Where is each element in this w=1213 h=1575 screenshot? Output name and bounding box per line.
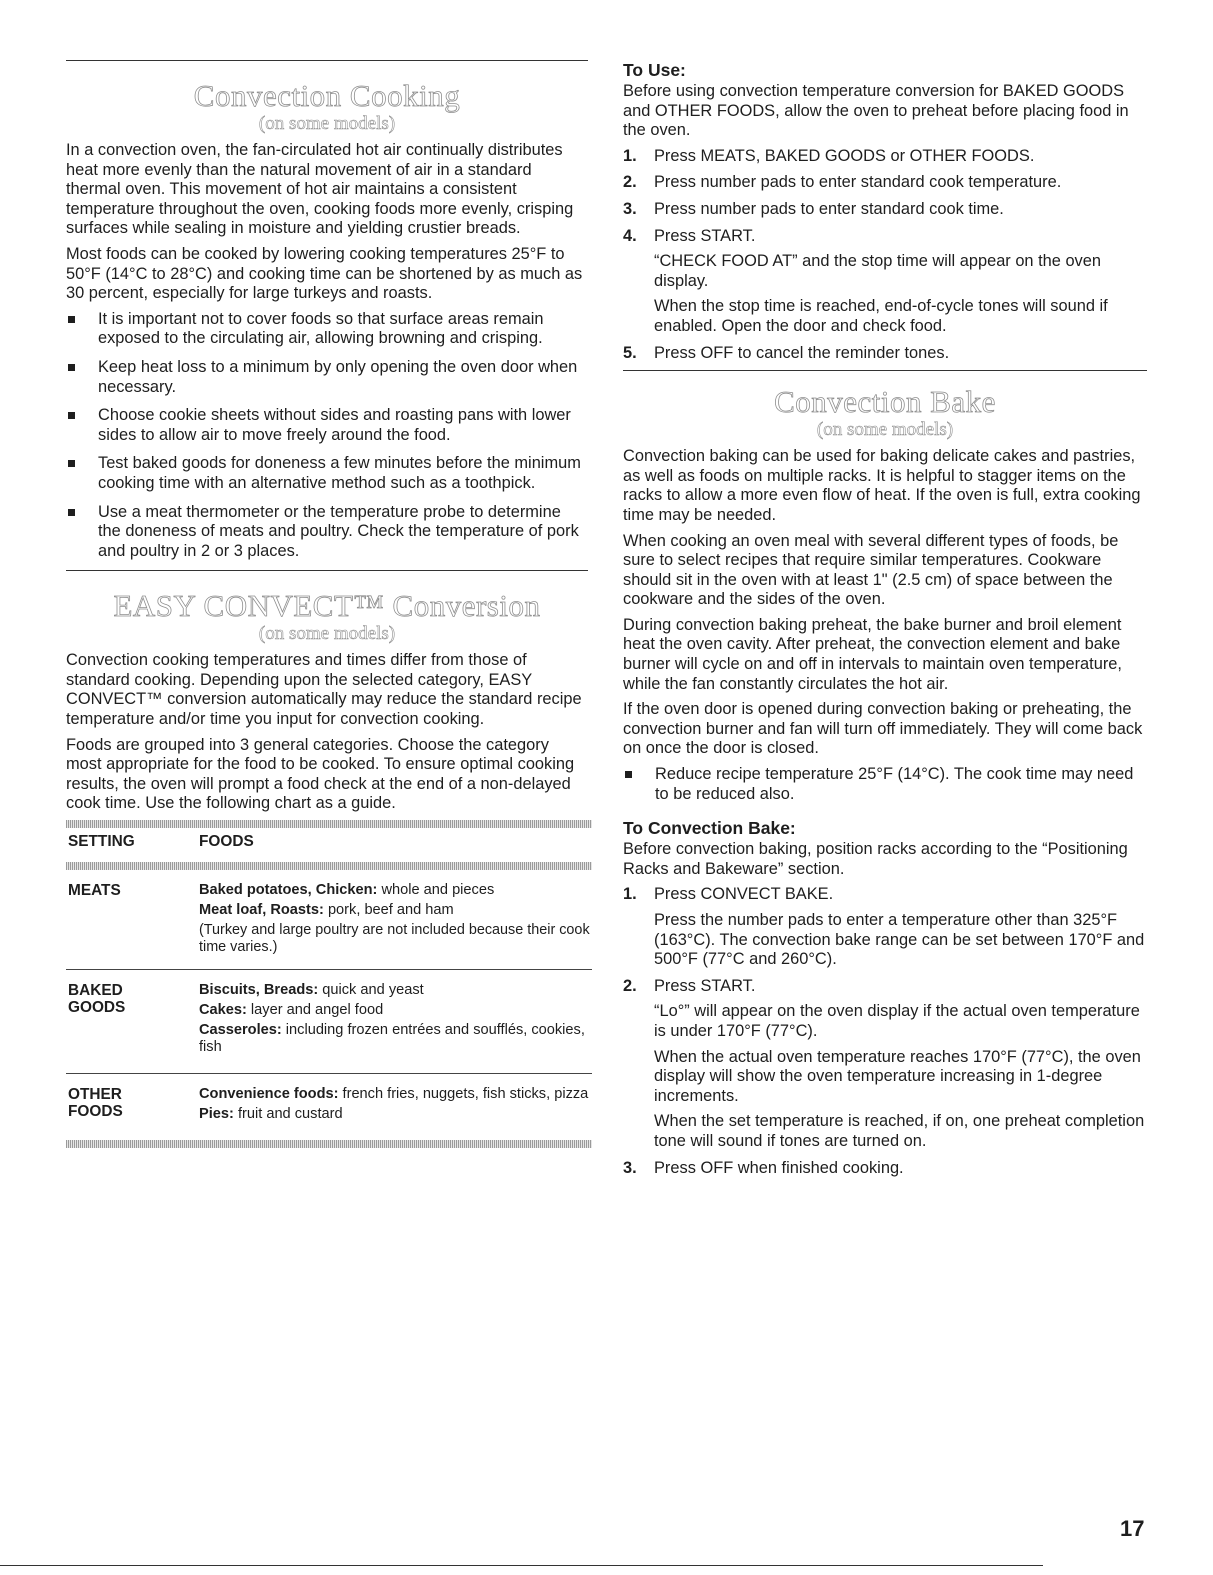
section-divider xyxy=(623,370,1147,371)
setting-cell: BAKED GOODS xyxy=(68,982,126,1017)
bullet-square-icon xyxy=(68,364,75,371)
step-item: 2. Press number pads to enter standard cook temperature. xyxy=(623,173,1062,192)
convection-cooking-paragraphs xyxy=(66,141,588,304)
footer-rule xyxy=(0,1565,1043,1566)
easy-convect-table xyxy=(66,820,592,1148)
to-use-steps xyxy=(623,147,1147,363)
list-item: Keep heat loss to a minimum by only opening the oven door when necessary. xyxy=(66,358,588,397)
step-item: 1. Press CONVECT BAKE. Press the number pads to enter a temperature other than 325°F (163°C). The convection bake range can be set between 170°F and 500°F (77°C and 260°C). xyxy=(623,885,1147,969)
table-row xyxy=(66,969,592,1073)
paragraph: In a convection oven, the fan-circulated hot air continually distributes heat more evenly than the natural movement of air in a standard thermal oven. This movement of hot air maintains a consistent temperature throughout the oven, cooking foods more evenly, crisping surfaces while sealing in moisture and yielding crustier breads. xyxy=(66,141,574,238)
table-row xyxy=(66,870,592,969)
setting-cell: OTHER FOODS xyxy=(68,1086,123,1121)
right-column xyxy=(623,60,1147,1185)
convection-bake-subtitle: (on some models) xyxy=(816,419,954,441)
easy-convect-title: EASY CONVECT™ Conversion xyxy=(113,588,541,624)
paragraph: Convection baking can be used for baking delicate cakes and pastries, as well as foods on multiple racks. It is helpful to stagger items on the racks to allow a more even flow of heat. If the oven is full, extra cooking time may be needed. xyxy=(623,447,1141,524)
to-use-heading: To Use: xyxy=(623,60,686,80)
easy-convect-subtitle: (on some models) xyxy=(258,623,396,645)
step-note: “CHECK FOOD AT” and the stop time will appear on the oven display. xyxy=(654,252,1101,290)
step-note: When the stop time is reached, end-of-cycle tones will sound if enabled. Open the door and check food. xyxy=(654,297,1108,335)
step-note: When the set temperature is reached, if on, one preheat completion tone will sound if tones are turned on. xyxy=(654,1112,1145,1150)
step-item: 4. Press START. “CHECK FOOD AT” and the stop time will appear on the oven display. When the stop time is reached, end-of-cycle tones will sound if enabled. Open the door and check food. xyxy=(623,227,1147,337)
paragraph: During convection baking preheat, the bake burner and broil element heat the oven cavity. After preheat, the convection element and bake burner will cycle on and off in intervals to maintain oven temperature, while the fan constantly circulates the hot air. xyxy=(623,615,1122,693)
step-note: Press the number pads to enter a temperature other than 325°F (163°C). The convection bake range can be set between 170°F and 500°F (77°C and 260°C). xyxy=(654,911,1145,969)
bullet-square-icon xyxy=(68,412,75,419)
list-item: It is important not to cover foods so that surface areas remain exposed to the circulating air, allowing browning and crisping. xyxy=(66,310,588,349)
convection-cooking-title: Convection Cooking xyxy=(193,78,461,113)
bullet-square-icon xyxy=(68,316,75,323)
table-header-band xyxy=(66,862,592,870)
to-convection-bake-heading: To Convection Bake: xyxy=(623,818,796,839)
step-item: 1. Press MEATS, BAKED GOODS or OTHER FOODS. xyxy=(623,146,1035,165)
table-top-band xyxy=(66,820,592,828)
step-note: When the actual oven temperature reaches 170°F (77°C), the oven display will show the oven temperature increasing in 1-degree increments. xyxy=(654,1047,1141,1105)
foods-cell: Biscuits, Breads: quick and yeast Cakes: layer and angel food Casseroles: including frozen entrées and soufflés, cookies, fish xyxy=(199,982,585,1056)
step-item: 3. Press number pads to enter standard cook time. xyxy=(623,199,1004,218)
convection-cooking-subtitle: (on some models) xyxy=(258,113,396,134)
step-item: 2. Press START. “Lo°” will appear on the oven display if the actual oven temperature is under 170°F (77°C). When the actual oven temperature reaches 170°F (77°C), the oven display will show the oven temperature increasing in 1-degree increments. When the set temperature is reached, if on, one preheat completion tone will sound if tones are turned on. xyxy=(623,977,1147,1152)
convection-cooking-tips xyxy=(66,310,588,562)
table-row xyxy=(66,1073,592,1140)
paragraph: Before using convection temperature conversion for BAKED GOODS and OTHER FOODS, allow the oven to preheat before placing food in the oven. xyxy=(623,82,1129,140)
list-item: Choose cookie sheets without sides and roasting pans with lower sides to allow air to move freely around the food. xyxy=(66,406,588,445)
step-item: 3. Press OFF when finished cooking. xyxy=(623,1158,904,1177)
step-item: 5. Press OFF to cancel the reminder tones. xyxy=(623,343,950,362)
bullet-square-icon xyxy=(68,460,75,467)
setting-cell: MEATS xyxy=(68,882,121,900)
table-header xyxy=(66,828,592,862)
step-note: “Lo°” will appear on the oven display if the actual oven temperature is under 170°F (77°C). xyxy=(654,1002,1140,1040)
page-number: 17 xyxy=(1120,1516,1145,1541)
paragraph: Most foods can be cooked by lowering cooking temperatures 25°F to 50°F (14°C to 28°C) and cooking time can be shortened by as much as 30 percent, especially for large turkeys and roasts. xyxy=(66,244,583,303)
paragraph: Foods are grouped into 3 general categories. Choose the category most appropriate for the food to be cooked. To ensure optimal cooking results, the oven will prompt a food check at the end of a non-delayed cook time. Use the following chart as a guide. xyxy=(66,735,575,813)
left-column xyxy=(66,60,588,1148)
section-divider xyxy=(66,570,588,571)
foods-cell: Convenience foods: french fries, nuggets, fish sticks, pizza Pies: fruit and custard xyxy=(199,1086,589,1123)
convection-bake-tips xyxy=(623,765,1147,804)
section-divider xyxy=(66,60,588,61)
bullet-square-icon xyxy=(68,509,75,516)
paragraph: Convection cooking temperatures and times differ from those of standard cooking. Depending upon the selected category, EASY CONVECT™ conversion automatically may reduce the standard recipe temperature and/or time you input for convection cooking. xyxy=(66,651,582,729)
bullet-square-icon xyxy=(625,771,632,778)
paragraph: If the oven door is opened during convection baking or preheating, the convection burner and fan will turn off immediately. They will come back on once the door is closed. xyxy=(623,700,1143,758)
table-bottom-band xyxy=(66,1140,592,1148)
column-header-foods: FOODS xyxy=(199,833,254,851)
convection-bake-title: Convection Bake xyxy=(774,384,996,420)
paragraph: When cooking an oven meal with several different types of foods, be sure to select recipes that require similar temperatures. Cookware should sit in the oven with at least 1" (2.5 cm) of space between the cookware and the sides of the oven. xyxy=(623,531,1119,609)
table-note: (Turkey and large poultry are not included because their cook time varies.) xyxy=(199,922,590,955)
list-item: Reduce recipe temperature 25°F (14°C). The cook time may need to be reduced also. xyxy=(623,765,1147,804)
list-item: Test baked goods for doneness a few minutes before the minimum cooking time with an alternative method such as a toothpick. xyxy=(66,454,588,493)
to-convection-bake-steps xyxy=(623,885,1147,1178)
list-item: Use a meat thermometer or the temperature probe to determine the doneness of meats and poultry. Check the temperature of pork and poultry in 2 or 3 places. xyxy=(66,503,588,562)
foods-cell: Baked potatoes, Chicken: whole and pieces Meat loaf, Roasts: pork, beef and ham (Turkey and large poultry are not included because their cook time varies.) xyxy=(199,882,592,955)
column-header-setting: SETTING xyxy=(68,833,135,851)
paragraph: Before convection baking, position racks according to the “Positioning Racks and Bakeware” section. xyxy=(623,840,1128,878)
